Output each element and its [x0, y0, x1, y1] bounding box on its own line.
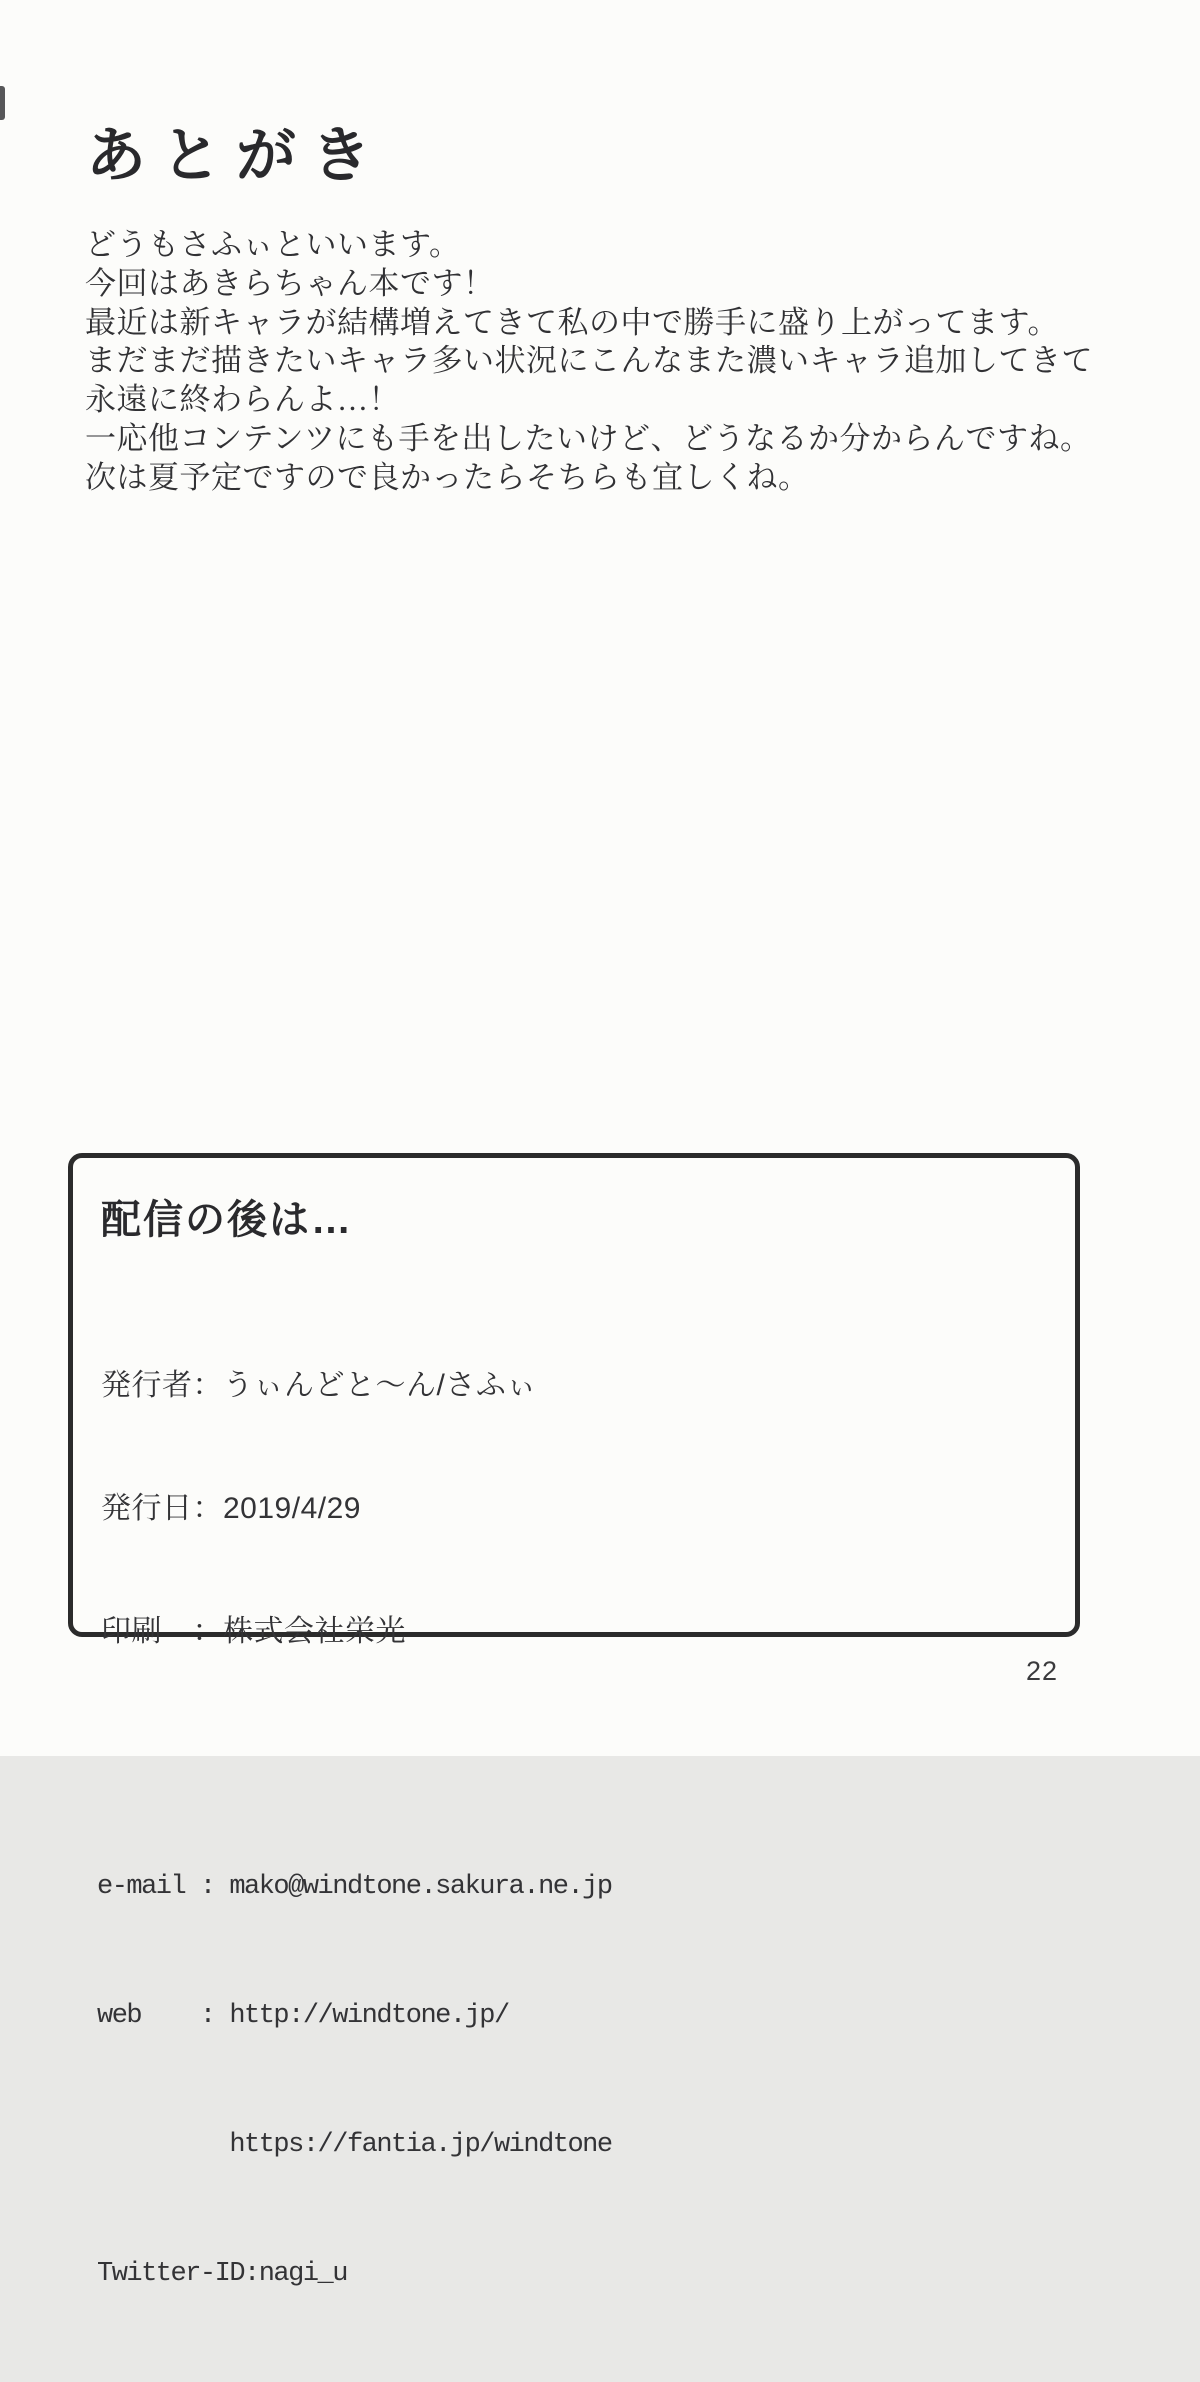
publish-date-line: 発行日：2019/4/29: [101, 1492, 361, 1525]
text-line: まだまだ描きたいキャラ多い状況にこんなまた濃いキャラ追加してきて: [85, 343, 1093, 379]
publisher-line: 発行者：うぃんどと～ん/さふぃ: [101, 1369, 537, 1402]
text-line: 最近は新キャラが結構増えてきて私の中で勝手に盛り上がってます。: [85, 304, 1060, 340]
text-line: 一応他コンテンツにも手を出したいけど、どうなるか分からんですね。: [85, 420, 1092, 456]
publication-info: [101, 1283, 1075, 1734]
fantia-line: https://fantia.jp/windtone: [97, 2130, 612, 2160]
contact-info: [97, 1780, 1075, 2382]
text-line: 今回はあきらちゃん本です！: [85, 265, 495, 301]
afterword-text: [85, 226, 1115, 498]
text-line: どうもさふぃといいます。: [85, 227, 461, 262]
twitter-line: Twitter-ID:nagi_u: [97, 2259, 347, 2289]
colophon-title: 配信の後は…: [101, 1198, 353, 1242]
text-line: 永遠に終わらんよ…！: [85, 382, 400, 418]
web-line: web : http://windtone.jp/: [97, 2001, 509, 2031]
page-title: あとがき: [86, 123, 386, 189]
text-line: 次は夏予定ですので良かったらそちらも宜しくね。: [85, 459, 810, 495]
page-number: 22: [1026, 1656, 1059, 1686]
scan-artifact: [0, 86, 5, 120]
email-line: e-mail : mako@windtone.sakura.ne.jp: [97, 1872, 612, 1902]
printer-line: 印刷 ：株式会社栄光: [101, 1615, 406, 1648]
